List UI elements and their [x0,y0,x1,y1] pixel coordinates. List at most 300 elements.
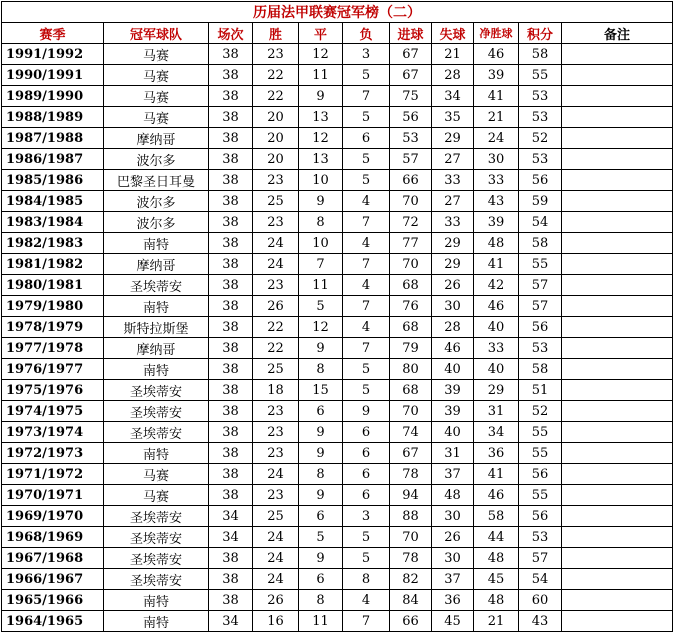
points-cell: 53 [519,149,562,170]
won-cell: 26 [253,590,299,611]
goal-diff-cell: 48 [474,233,519,254]
table-row [2,548,673,569]
played-cell: 38 [209,569,253,590]
header-notes: 备注 [562,23,673,44]
season-cell: 1982/1983 [2,233,104,254]
goals-for-cell: 72 [390,212,432,233]
goals-for-cell: 70 [390,254,432,275]
champion-cell: 圣埃蒂安 [104,380,209,401]
points-cell: 59 [519,191,562,212]
played-cell: 38 [209,275,253,296]
notes-cell [562,527,673,548]
won-cell: 23 [253,485,299,506]
won-cell: 24 [253,254,299,275]
won-cell: 24 [253,569,299,590]
won-cell: 20 [253,107,299,128]
champion-cell: 圣埃蒂安 [104,548,209,569]
season-cell: 1974/1975 [2,401,104,422]
drawn-cell: 12 [299,128,343,149]
header-lost: 负 [343,23,390,44]
notes-cell [562,548,673,569]
goal-diff-cell: 21 [474,611,519,632]
points-cell: 51 [519,380,562,401]
lost-cell: 7 [343,86,390,107]
goals-for-cell: 84 [390,590,432,611]
goals-against-cell: 27 [432,149,474,170]
points-cell: 55 [519,485,562,506]
played-cell: 34 [209,527,253,548]
drawn-cell: 6 [299,506,343,527]
goals-for-cell: 88 [390,506,432,527]
goals-against-cell: 28 [432,65,474,86]
goals-for-cell: 66 [390,170,432,191]
goals-for-cell: 67 [390,44,432,65]
goal-diff-cell: 44 [474,527,519,548]
table-row [2,44,673,65]
season-cell: 1968/1969 [2,527,104,548]
drawn-cell: 9 [299,338,343,359]
header-goals-against: 失球 [432,23,474,44]
drawn-cell: 11 [299,65,343,86]
title-row [2,2,673,23]
points-cell: 57 [519,296,562,317]
header-goal-diff: 净胜球 [474,23,519,44]
goals-against-cell: 45 [432,611,474,632]
champion-cell: 摩纳哥 [104,254,209,275]
goal-diff-cell: 41 [474,86,519,107]
drawn-cell: 6 [299,401,343,422]
champion-cell: 马赛 [104,464,209,485]
champion-cell: 圣埃蒂安 [104,569,209,590]
points-cell: 56 [519,506,562,527]
season-cell: 1965/1966 [2,590,104,611]
drawn-cell: 10 [299,170,343,191]
played-cell: 38 [209,107,253,128]
champion-cell: 马赛 [104,485,209,506]
points-cell: 43 [519,611,562,632]
lost-cell: 4 [343,275,390,296]
goals-against-cell: 37 [432,464,474,485]
drawn-cell: 9 [299,422,343,443]
won-cell: 22 [253,65,299,86]
table-row [2,485,673,506]
goals-for-cell: 70 [390,527,432,548]
season-cell: 1973/1974 [2,422,104,443]
goals-against-cell: 39 [432,401,474,422]
season-cell: 1972/1973 [2,443,104,464]
notes-cell [562,443,673,464]
points-cell: 53 [519,107,562,128]
season-cell: 1978/1979 [2,317,104,338]
header-drawn: 平 [299,23,343,44]
goals-against-cell: 30 [432,548,474,569]
goals-against-cell: 40 [432,422,474,443]
played-cell: 38 [209,44,253,65]
lost-cell: 3 [343,44,390,65]
goals-for-cell: 68 [390,380,432,401]
champion-cell: 马赛 [104,107,209,128]
table-row [2,128,673,149]
notes-cell [562,212,673,233]
season-cell: 1980/1981 [2,275,104,296]
notes-cell [562,233,673,254]
season-cell: 1986/1987 [2,149,104,170]
drawn-cell: 11 [299,611,343,632]
goal-diff-cell: 48 [474,548,519,569]
drawn-cell: 9 [299,86,343,107]
season-cell: 1983/1984 [2,212,104,233]
season-cell: 1969/1970 [2,506,104,527]
lost-cell: 8 [343,569,390,590]
drawn-cell: 13 [299,149,343,170]
played-cell: 38 [209,296,253,317]
table-row [2,380,673,401]
goals-for-cell: 74 [390,422,432,443]
table-row [2,170,673,191]
goal-diff-cell: 39 [474,212,519,233]
goal-diff-cell: 43 [474,191,519,212]
lost-cell: 5 [343,65,390,86]
goal-diff-cell: 42 [474,275,519,296]
played-cell: 38 [209,86,253,107]
won-cell: 22 [253,317,299,338]
drawn-cell: 8 [299,359,343,380]
points-cell: 60 [519,590,562,611]
notes-cell [562,149,673,170]
lost-cell: 7 [343,212,390,233]
lost-cell: 5 [343,380,390,401]
goals-against-cell: 46 [432,338,474,359]
drawn-cell: 8 [299,590,343,611]
table-row [2,107,673,128]
goal-diff-cell: 46 [474,485,519,506]
champion-cell: 圣埃蒂安 [104,275,209,296]
goals-against-cell: 21 [432,44,474,65]
lost-cell: 5 [343,170,390,191]
table-row [2,233,673,254]
header-points: 积分 [519,23,562,44]
season-cell: 1991/1992 [2,44,104,65]
goals-against-cell: 40 [432,359,474,380]
goals-against-cell: 29 [432,233,474,254]
played-cell: 38 [209,317,253,338]
won-cell: 20 [253,149,299,170]
drawn-cell: 7 [299,254,343,275]
table-row [2,338,673,359]
table-row [2,611,673,632]
lost-cell: 5 [343,149,390,170]
goals-against-cell: 48 [432,485,474,506]
champion-cell: 南特 [104,443,209,464]
champion-cell: 南特 [104,233,209,254]
table-row [2,569,673,590]
won-cell: 26 [253,296,299,317]
won-cell: 23 [253,422,299,443]
notes-cell [562,359,673,380]
goals-for-cell: 68 [390,275,432,296]
champion-cell: 圣埃蒂安 [104,422,209,443]
won-cell: 22 [253,86,299,107]
played-cell: 38 [209,443,253,464]
played-cell: 38 [209,170,253,191]
goal-diff-cell: 39 [474,65,519,86]
drawn-cell: 10 [299,233,343,254]
played-cell: 38 [209,149,253,170]
points-cell: 52 [519,401,562,422]
goals-against-cell: 30 [432,506,474,527]
header-played: 场次 [209,23,253,44]
goals-for-cell: 80 [390,359,432,380]
goals-for-cell: 82 [390,569,432,590]
played-cell: 38 [209,254,253,275]
champions-sheet [1,1,672,632]
goals-against-cell: 39 [432,380,474,401]
goal-diff-cell: 33 [474,170,519,191]
goal-diff-cell: 34 [474,422,519,443]
played-cell: 38 [209,401,253,422]
champion-cell: 南特 [104,590,209,611]
played-cell: 38 [209,590,253,611]
notes-cell [562,191,673,212]
notes-cell [562,107,673,128]
goals-against-cell: 30 [432,296,474,317]
points-cell: 53 [519,86,562,107]
lost-cell: 7 [343,611,390,632]
goals-for-cell: 53 [390,128,432,149]
table-row [2,359,673,380]
table-row [2,275,673,296]
notes-cell [562,338,673,359]
goals-for-cell: 67 [390,443,432,464]
notes-cell [562,590,673,611]
goal-diff-cell: 45 [474,569,519,590]
table-row [2,401,673,422]
lost-cell: 7 [343,254,390,275]
played-cell: 38 [209,233,253,254]
season-cell: 1990/1991 [2,65,104,86]
played-cell: 38 [209,191,253,212]
table-row [2,65,673,86]
won-cell: 23 [253,401,299,422]
won-cell: 23 [253,443,299,464]
goals-for-cell: 66 [390,611,432,632]
notes-cell [562,464,673,485]
goal-diff-cell: 41 [474,254,519,275]
drawn-cell: 9 [299,191,343,212]
won-cell: 24 [253,548,299,569]
notes-cell [562,86,673,107]
table-row [2,191,673,212]
drawn-cell: 13 [299,107,343,128]
goals-against-cell: 26 [432,527,474,548]
season-cell: 1971/1972 [2,464,104,485]
header-row [2,23,673,44]
drawn-cell: 15 [299,380,343,401]
goal-diff-cell: 30 [474,149,519,170]
champion-cell: 斯特拉斯堡 [104,317,209,338]
season-cell: 1984/1985 [2,191,104,212]
season-cell: 1966/1967 [2,569,104,590]
notes-cell [562,422,673,443]
goal-diff-cell: 46 [474,44,519,65]
goals-against-cell: 27 [432,191,474,212]
lost-cell: 4 [343,191,390,212]
goals-for-cell: 56 [390,107,432,128]
won-cell: 24 [253,464,299,485]
played-cell: 38 [209,65,253,86]
goal-diff-cell: 46 [474,296,519,317]
table-row [2,254,673,275]
lost-cell: 5 [343,359,390,380]
drawn-cell: 12 [299,317,343,338]
goals-against-cell: 33 [432,212,474,233]
points-cell: 55 [519,65,562,86]
won-cell: 23 [253,170,299,191]
played-cell: 34 [209,506,253,527]
notes-cell [562,44,673,65]
lost-cell: 5 [343,548,390,569]
points-cell: 56 [519,317,562,338]
table-body [2,44,673,632]
drawn-cell: 8 [299,464,343,485]
notes-cell [562,317,673,338]
champion-cell: 波尔多 [104,149,209,170]
notes-cell [562,569,673,590]
lost-cell: 6 [343,464,390,485]
drawn-cell: 11 [299,275,343,296]
won-cell: 23 [253,44,299,65]
goals-for-cell: 94 [390,485,432,506]
notes-cell [562,401,673,422]
goal-diff-cell: 31 [474,401,519,422]
played-cell: 38 [209,464,253,485]
played-cell: 38 [209,485,253,506]
goals-for-cell: 70 [390,401,432,422]
season-cell: 1985/1986 [2,170,104,191]
season-cell: 1975/1976 [2,380,104,401]
points-cell: 55 [519,422,562,443]
goals-against-cell: 31 [432,443,474,464]
goals-against-cell: 26 [432,275,474,296]
lost-cell: 6 [343,485,390,506]
drawn-cell: 6 [299,569,343,590]
season-cell: 1970/1971 [2,485,104,506]
season-cell: 1989/1990 [2,86,104,107]
table-row [2,443,673,464]
season-cell: 1988/1989 [2,107,104,128]
drawn-cell: 5 [299,527,343,548]
champion-cell: 摩纳哥 [104,338,209,359]
goals-against-cell: 29 [432,128,474,149]
notes-cell [562,485,673,506]
lost-cell: 7 [343,296,390,317]
goal-diff-cell: 33 [474,338,519,359]
champion-cell: 波尔多 [104,191,209,212]
won-cell: 23 [253,212,299,233]
goals-against-cell: 34 [432,86,474,107]
lost-cell: 4 [343,590,390,611]
champion-cell: 南特 [104,359,209,380]
points-cell: 58 [519,44,562,65]
drawn-cell: 8 [299,212,343,233]
goals-for-cell: 78 [390,548,432,569]
goals-for-cell: 70 [390,191,432,212]
goal-diff-cell: 48 [474,590,519,611]
goals-for-cell: 67 [390,65,432,86]
champion-cell: 马赛 [104,44,209,65]
goal-diff-cell: 58 [474,506,519,527]
played-cell: 34 [209,611,253,632]
goals-against-cell: 37 [432,569,474,590]
champion-cell: 摩纳哥 [104,128,209,149]
table-row [2,527,673,548]
lost-cell: 3 [343,506,390,527]
table-row [2,212,673,233]
won-cell: 22 [253,338,299,359]
points-cell: 54 [519,569,562,590]
season-cell: 1979/1980 [2,296,104,317]
won-cell: 20 [253,128,299,149]
drawn-cell: 12 [299,44,343,65]
lost-cell: 7 [343,338,390,359]
champion-cell: 圣埃蒂安 [104,527,209,548]
goals-for-cell: 75 [390,86,432,107]
goals-against-cell: 29 [432,254,474,275]
goals-for-cell: 78 [390,464,432,485]
goals-against-cell: 28 [432,317,474,338]
champions-table [1,1,673,632]
lost-cell: 6 [343,422,390,443]
champion-cell: 南特 [104,611,209,632]
lost-cell: 6 [343,443,390,464]
lost-cell: 5 [343,527,390,548]
champion-cell: 圣埃蒂安 [104,506,209,527]
goal-diff-cell: 41 [474,464,519,485]
season-cell: 1967/1968 [2,548,104,569]
table-row [2,296,673,317]
points-cell: 53 [519,527,562,548]
won-cell: 25 [253,191,299,212]
goals-against-cell: 36 [432,590,474,611]
notes-cell [562,296,673,317]
season-cell: 1977/1978 [2,338,104,359]
goal-diff-cell: 24 [474,128,519,149]
goal-diff-cell: 36 [474,443,519,464]
won-cell: 23 [253,275,299,296]
drawn-cell: 9 [299,443,343,464]
notes-cell [562,170,673,191]
goal-diff-cell: 21 [474,107,519,128]
points-cell: 55 [519,254,562,275]
goals-for-cell: 76 [390,296,432,317]
champion-cell: 南特 [104,296,209,317]
champion-cell: 圣埃蒂安 [104,401,209,422]
played-cell: 38 [209,380,253,401]
champion-cell: 波尔多 [104,212,209,233]
header-season: 赛季 [2,23,104,44]
goals-for-cell: 57 [390,149,432,170]
lost-cell: 5 [343,107,390,128]
header-champion: 冠军球队 [104,23,209,44]
points-cell: 56 [519,170,562,191]
goal-diff-cell: 40 [474,317,519,338]
champion-cell: 马赛 [104,86,209,107]
lost-cell: 9 [343,401,390,422]
points-cell: 58 [519,233,562,254]
champion-cell: 巴黎圣日耳曼 [104,170,209,191]
season-cell: 1964/1965 [2,611,104,632]
played-cell: 38 [209,548,253,569]
